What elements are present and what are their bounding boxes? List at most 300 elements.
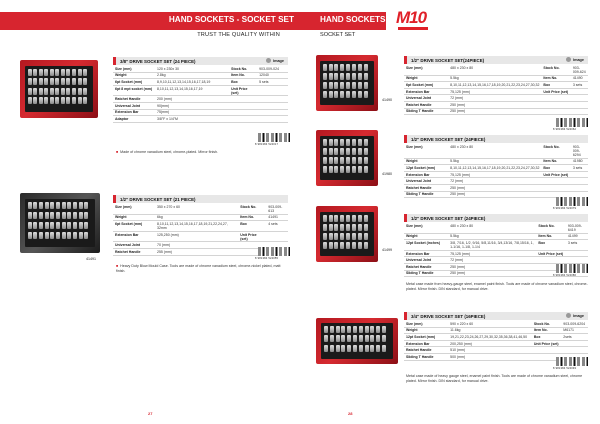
m10-logo: M10 — [396, 8, 430, 32]
socket-piece — [364, 215, 368, 222]
spec-key — [541, 184, 570, 191]
spec-key: Unit Price (set) — [536, 250, 565, 257]
spec-title-24pc-3-8: 3/8" DRIVE SOCKET SET (24 PIECE) Image — [113, 57, 288, 65]
spec-key: Weight — [404, 75, 448, 82]
spec-key — [536, 257, 565, 264]
socket-piece — [340, 233, 344, 240]
spec-key: Item No. — [238, 214, 266, 221]
spec-key: 6pt Socket (mm) — [404, 82, 448, 89]
socket-piece — [28, 78, 32, 85]
socket-piece — [323, 91, 327, 98]
spec-key: Sliding T Handle — [404, 270, 448, 277]
spec-value: 8,10,11,12,13,14,15,16,17,18,19,21,22,24,27, 32mm — [155, 221, 238, 232]
spec-key: Adaptor — [113, 116, 155, 123]
socket-piece — [334, 224, 338, 231]
spec-title-24pc-1-2-a: 1/2" DRIVE SOCKET SET(24PIECE) Image — [404, 56, 588, 64]
socket-piece — [376, 326, 380, 333]
spec-value: 12040 — [257, 72, 288, 79]
socket-piece — [340, 139, 344, 146]
item-code-41490: 41490 — [382, 98, 392, 102]
socket-piece — [66, 97, 70, 104]
barcode-number: 8 981384 524062 — [553, 128, 577, 131]
socket-piece — [346, 233, 350, 240]
spec-value: 250 (mm) — [448, 184, 541, 191]
socket-piece — [334, 73, 338, 80]
spec-row — [404, 108, 588, 115]
socket-piece — [329, 166, 333, 173]
socket-piece — [33, 232, 37, 239]
barcode-21pc-1-2 — [258, 247, 290, 256]
spec-value — [561, 340, 588, 347]
right-subtitle: SOCKET SET — [320, 32, 356, 38]
socket-piece — [33, 222, 37, 229]
socket-piece — [83, 69, 87, 76]
barcode-number: 8 981384 524086 — [553, 274, 577, 277]
spec-value: 480 x 230 x 80 — [448, 223, 536, 233]
socket-piece — [33, 78, 37, 85]
spec-key: 6pt 8 mpt socket (mm) — [113, 85, 155, 96]
socket-piece — [61, 78, 65, 85]
socket-piece — [329, 215, 333, 222]
socket-piece — [364, 157, 368, 164]
left-header-title: HAND SOCKETS - SOCKET SET — [168, 15, 294, 24]
product-image-24pc-3-8 — [20, 60, 98, 118]
socket-piece — [382, 326, 386, 333]
barcode-number: 8 981384 524017 — [255, 143, 279, 146]
socket-piece — [73, 202, 77, 209]
spec-value: 41490 — [571, 75, 588, 82]
image-badge: Image — [266, 58, 284, 63]
socket-piece — [365, 326, 369, 333]
spec-value: 903-009-6204 — [561, 321, 588, 327]
spec-value: 8,10,11,12,13,14,15,16,17,19 — [155, 85, 229, 96]
spec-key: Stock No. — [541, 144, 570, 158]
socket-piece — [83, 78, 87, 85]
socket-piece — [39, 222, 43, 229]
spec-key — [541, 101, 570, 108]
spec-value: 5.5kg — [448, 158, 541, 165]
socket-piece — [62, 212, 66, 219]
socket-piece — [334, 157, 338, 164]
socket-piece — [358, 148, 362, 155]
spec-key: Ratchet Handle — [404, 347, 448, 354]
socket-piece — [324, 335, 328, 342]
spec-value: 41491 — [266, 214, 288, 221]
socket-piece — [346, 148, 350, 155]
socket-piece — [56, 212, 60, 219]
socket-piece — [358, 64, 362, 71]
spec-key: Box — [541, 82, 570, 89]
socket-piece — [73, 212, 77, 219]
spec-value: 8,10,11,12,13,14,15,16,17,18,19,20,21,22,23,24,27,30,32 — [450, 165, 540, 170]
spec-value: 255 (mm) — [155, 248, 238, 255]
barcode-24pc-3-8 — [258, 133, 290, 142]
socket-piece — [73, 222, 77, 229]
spec-key: Universal Joint — [404, 95, 448, 102]
spec-key: Extension Bar — [113, 231, 155, 242]
socket-piece — [79, 232, 83, 239]
spec-value: 5.5kg — [448, 75, 541, 82]
socket-piece — [370, 335, 374, 342]
camera-icon — [266, 58, 271, 63]
item-code-41499: 41499 — [382, 248, 392, 252]
spec-table-24pc-1-2-b — [404, 144, 588, 198]
socket-piece — [323, 157, 327, 164]
spec-key: Weight — [404, 158, 448, 165]
socket-piece — [358, 82, 362, 89]
socket-piece — [365, 335, 369, 342]
spec-value: 72 (mm) — [448, 95, 541, 102]
spec-row — [404, 144, 588, 158]
spec-key — [229, 102, 257, 109]
socket-piece — [353, 345, 357, 352]
spec-row — [113, 214, 288, 221]
socket-piece — [78, 97, 82, 104]
socket-piece — [323, 73, 327, 80]
socket-piece — [334, 166, 338, 173]
spec-key — [532, 347, 561, 354]
socket-piece — [340, 242, 344, 249]
spec-key: Weight — [404, 233, 448, 240]
spec-key: Ratchet Handle — [113, 96, 155, 103]
socket-piece — [78, 88, 82, 95]
spec-key: Extension Bar — [404, 88, 448, 95]
socket-piece — [340, 166, 344, 173]
spec-key: Box — [532, 334, 561, 341]
spec-value: 250 (mm) — [448, 270, 536, 277]
socket-piece — [358, 215, 362, 222]
spec-value: 6kg — [155, 214, 238, 221]
spec-value: 3 sets — [566, 240, 588, 251]
socket-piece — [330, 326, 334, 333]
spec-value — [566, 250, 588, 257]
socket-piece — [323, 148, 327, 155]
barcode-24pc-1-2-a — [556, 118, 588, 127]
spec-row — [404, 171, 588, 178]
spec-key: Ratchet Handle — [404, 263, 448, 270]
spec-value: 3 sets — [571, 165, 588, 172]
spec-key: Unit Price (set) — [541, 171, 570, 178]
socket-piece — [352, 148, 356, 155]
socket-piece — [347, 335, 351, 342]
spec-key: Size (mm) — [404, 223, 448, 233]
spec-value: 90(mm) — [155, 102, 229, 109]
spec-key: Size (mm) — [404, 321, 448, 327]
spec-value: 2sets — [561, 334, 588, 341]
socket-piece — [359, 326, 363, 333]
right-page-header — [300, 12, 600, 30]
spec-value — [571, 178, 588, 185]
socket-piece — [352, 233, 356, 240]
socket-piece — [376, 345, 380, 352]
spec-value: 903-009-613 — [266, 204, 288, 214]
spec-value: 2.8kg — [155, 72, 229, 79]
spec-key: 12pt Socket (mm) — [404, 165, 448, 172]
socket-piece — [346, 64, 350, 71]
spec-key: Sliding T Handle — [404, 191, 448, 198]
socket-piece — [62, 222, 66, 229]
spec-value: 480 x 230 x 80 — [448, 144, 541, 158]
spec-value: 120 x 230x 30 — [155, 66, 229, 72]
barcode-number: 8 981384 524055 — [255, 257, 279, 260]
socket-piece — [334, 233, 338, 240]
socket-piece — [341, 326, 345, 333]
spec-value: 250 (mm) — [448, 108, 541, 115]
product-image-24pc-1-2-c — [316, 206, 378, 262]
socket-piece — [44, 78, 48, 85]
right-header-title: HAND SOCKETS — [320, 15, 386, 24]
socket-piece — [376, 335, 380, 342]
spec-value — [257, 102, 288, 109]
spec-value — [571, 184, 588, 191]
socket-piece — [50, 212, 54, 219]
socket-piece — [39, 202, 43, 209]
socket-piece — [72, 78, 76, 85]
socket-piece — [364, 166, 368, 173]
socket-piece — [346, 224, 350, 231]
socket-piece — [346, 157, 350, 164]
barcode-number: 8 981384 524093 — [553, 367, 577, 370]
spec-key: Box — [536, 240, 565, 251]
spec-title-24pc-1-2-b: 1/2" DRIVE SOCKET SET (24PIECE) — [404, 135, 588, 143]
spec-value: 8,10,11,12,13,14,15,16,17,18,19,20,21,22,23,24,27,30,32 — [450, 82, 540, 87]
spec-key — [229, 109, 257, 116]
socket-piece — [28, 202, 32, 209]
spec-value: M6171 — [561, 327, 588, 334]
spec-key: 6pt Socket (mm) — [113, 221, 155, 232]
spec-key — [229, 96, 257, 103]
spec-key — [541, 95, 570, 102]
socket-piece — [365, 345, 369, 352]
spec-key: Extension Bar — [404, 340, 448, 347]
spec-key: Stock No. — [229, 66, 257, 72]
socket-piece — [45, 212, 49, 219]
socket-piece — [364, 91, 368, 98]
socket-piece — [44, 88, 48, 95]
spec-key — [541, 108, 570, 115]
spec-value — [257, 109, 288, 116]
spec-row — [404, 340, 588, 347]
spec-row — [404, 75, 588, 82]
spec-row — [113, 72, 288, 79]
socket-piece — [370, 326, 374, 333]
spec-value — [257, 96, 288, 103]
socket-piece — [83, 88, 87, 95]
socket-piece — [334, 82, 338, 89]
socket-piece — [358, 242, 362, 249]
spec-row — [404, 82, 588, 89]
spec-row — [404, 240, 588, 251]
spec-key: Unit Price (set) — [229, 85, 257, 96]
socket-piece — [56, 232, 60, 239]
spec-row — [113, 109, 288, 116]
socket-piece — [50, 97, 54, 104]
right-page — [300, 0, 600, 424]
socket-piece — [334, 91, 338, 98]
spec-value: 75,125 (mm) — [448, 88, 541, 95]
socket-piece — [329, 91, 333, 98]
socket-piece — [334, 148, 338, 155]
socket-piece — [353, 326, 357, 333]
socket-piece — [329, 148, 333, 155]
socket-piece — [340, 157, 344, 164]
image-badge: Image — [566, 57, 584, 62]
page-number-right: 28 — [348, 411, 353, 416]
socket-piece — [353, 335, 357, 342]
socket-piece — [33, 88, 37, 95]
spec-key: Size (mm) — [113, 66, 155, 72]
spec-value: 72 (mm) — [448, 257, 536, 264]
spec-value: 250 (mm) — [448, 263, 536, 270]
socket-piece — [72, 97, 76, 104]
spec-key: Weight — [113, 214, 155, 221]
spec-key: Item No. — [229, 72, 257, 79]
socket-piece — [66, 88, 70, 95]
socket-piece — [39, 212, 43, 219]
spec-key: Unit Price (set) — [238, 231, 266, 242]
socket-piece — [323, 64, 327, 71]
socket-piece — [352, 82, 356, 89]
camera-icon — [566, 57, 571, 62]
spec-value — [566, 257, 588, 264]
spec-value: 70 (mm) — [155, 242, 238, 249]
spec-key: 12pt Socket (inches) — [404, 240, 448, 251]
spec-key: Size (mm) — [404, 65, 448, 75]
socket-piece — [329, 242, 333, 249]
socket-piece — [50, 202, 54, 209]
socket-piece — [346, 215, 350, 222]
socket-piece — [28, 232, 32, 239]
spec-row — [113, 221, 288, 232]
socket-piece — [45, 222, 49, 229]
spec-key: Sliding T Handle — [404, 108, 448, 115]
spec-key: Item No. — [536, 233, 565, 240]
socket-piece — [347, 326, 351, 333]
socket-piece — [323, 242, 327, 249]
socket-piece — [72, 69, 76, 76]
spec-value: 903-009-624 — [571, 65, 588, 75]
spec-key — [229, 116, 257, 123]
socket-piece — [39, 69, 43, 76]
barcode-16pc-3-4 — [556, 357, 588, 366]
socket-piece — [79, 202, 83, 209]
socket-piece — [334, 242, 338, 249]
socket-piece — [364, 73, 368, 80]
spec-value: 903-009-024 — [257, 66, 288, 72]
socket-piece — [340, 148, 344, 155]
spec-value: 5 sets — [257, 79, 288, 86]
socket-piece — [329, 64, 333, 71]
socket-piece — [352, 73, 356, 80]
socket-piece — [323, 166, 327, 173]
spec-key: Ratchet Handle — [404, 101, 448, 108]
socket-piece — [359, 345, 363, 352]
socket-piece — [55, 69, 59, 76]
spec-value: 19,21,22,23,24,26,27,29,30,32,35,36,38,41,46,50 — [448, 334, 532, 341]
socket-piece — [55, 88, 59, 95]
socket-piece — [364, 139, 368, 146]
socket-piece — [323, 224, 327, 231]
spec-row — [113, 85, 288, 96]
spec-value: 350 x 270 x 60 — [155, 204, 238, 214]
spec-row — [404, 327, 588, 334]
barcode-number: 8 981384 524079 — [553, 207, 577, 210]
socket-piece — [39, 97, 43, 104]
socket-piece — [382, 345, 386, 352]
socket-piece — [78, 78, 82, 85]
spec-value: 11.6kg — [448, 327, 532, 334]
spec-row — [404, 88, 588, 95]
socket-piece — [50, 232, 54, 239]
barcode-24pc-1-2-b — [556, 197, 588, 206]
spec-value — [257, 116, 288, 123]
spec-key: Box — [541, 165, 570, 172]
socket-piece — [336, 326, 340, 333]
spec-value — [571, 101, 588, 108]
spec-value: 75,125 (mm) — [448, 250, 536, 257]
socket-piece — [346, 73, 350, 80]
spec-value: 590 x 220 x 60 — [448, 321, 532, 327]
socket-piece — [62, 202, 66, 209]
socket-piece — [358, 233, 362, 240]
spec-key: 6pt Socket (mm) — [113, 79, 155, 86]
socket-piece — [44, 69, 48, 76]
socket-piece — [45, 232, 49, 239]
socket-piece — [323, 233, 327, 240]
page-number-left: 27 — [148, 411, 153, 416]
socket-piece — [323, 215, 327, 222]
spec-value: 3/8, 7/16, 1/2, 9/16, 5/8,11/16, 3/4,13/16, 7/8,15/16, 1, 1-1/16, 1-1/8, 1-1/4 — [448, 240, 536, 251]
spec-value — [571, 95, 588, 102]
socket-piece — [364, 233, 368, 240]
spec-key: Stock No. — [238, 204, 266, 214]
socket-piece — [39, 232, 43, 239]
spec-key: Item No. — [532, 327, 561, 334]
socket-piece — [33, 97, 37, 104]
spec-key: Unit Price (set) — [541, 88, 570, 95]
socket-piece — [346, 91, 350, 98]
socket-piece — [28, 88, 32, 95]
socket-piece — [382, 335, 386, 342]
socket-piece — [352, 166, 356, 173]
socket-piece — [364, 242, 368, 249]
socket-piece — [340, 91, 344, 98]
spec-key: Universal Joint — [113, 102, 155, 109]
socket-piece — [329, 82, 333, 89]
product-note-16pc-3-4: Metal case made of heavy gauge steel, enamel paint finish. Tools are made of chrome vanadium steel, chrome plated. Mirror finish. DIN standard, for manual drive. — [406, 374, 583, 383]
socket-piece — [364, 64, 368, 71]
spec-value: 510 (mm) — [448, 347, 532, 354]
socket-piece — [67, 202, 71, 209]
socket-piece — [84, 222, 88, 229]
spec-row — [113, 79, 288, 86]
spec-row — [404, 347, 588, 354]
socket-piece — [28, 69, 32, 76]
spec-key: Sliding T Handle — [404, 353, 448, 360]
spec-key: Ratchet Handle — [404, 184, 448, 191]
spec-value: 3/8"F x 1/4"M — [155, 116, 229, 123]
socket-piece — [341, 335, 345, 342]
socket-piece — [67, 212, 71, 219]
socket-piece — [62, 232, 66, 239]
socket-piece — [61, 69, 65, 76]
socket-piece — [334, 215, 338, 222]
socket-piece — [346, 82, 350, 89]
spec-key: Weight — [404, 327, 448, 334]
socket-piece — [334, 139, 338, 146]
spec-key: Unit Price (set) — [532, 340, 561, 347]
spec-value: 903-009-6419 — [566, 223, 588, 233]
